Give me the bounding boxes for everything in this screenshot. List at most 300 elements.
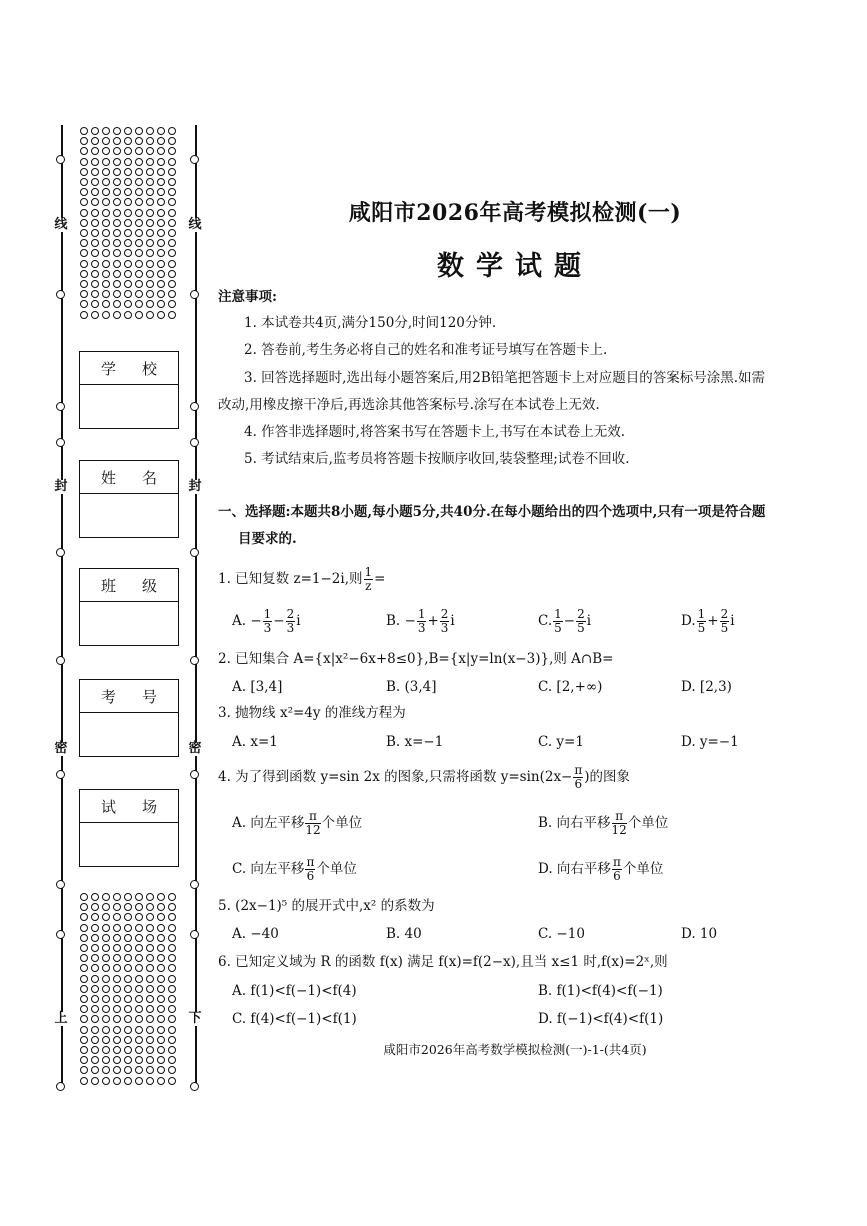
decor-dot xyxy=(124,924,132,932)
decor-dot xyxy=(102,1077,110,1085)
decor-dot xyxy=(157,995,165,1003)
decor-dot xyxy=(124,260,132,268)
decor-dot xyxy=(157,198,165,206)
class-field[interactable] xyxy=(79,568,179,646)
decor-dot xyxy=(157,137,165,145)
decor-dot xyxy=(91,270,99,278)
decor-dot xyxy=(168,280,176,288)
decor-dot xyxy=(135,924,143,932)
decor-dot xyxy=(113,300,121,308)
binding-ring xyxy=(190,880,199,889)
decor-dot xyxy=(91,1056,99,1064)
decor-dot xyxy=(135,954,143,962)
decor-dot xyxy=(80,300,88,308)
decor-dot xyxy=(168,1015,176,1023)
binding-ring xyxy=(190,155,199,164)
decor-dot xyxy=(80,1026,88,1034)
exam-number-field[interactable] xyxy=(79,679,179,757)
decor-dot xyxy=(146,1066,154,1074)
q3-option-c: C. y=1 xyxy=(538,734,584,750)
decor-dot xyxy=(146,985,154,993)
decor-dot xyxy=(113,975,121,983)
q4-stem: 4. 为了得到函数 y=sin 2x 的图象,只需将函数 y=sin(2x− $\frac{\pi}{6}$ )的图象 xyxy=(218,763,631,791)
decor-dot xyxy=(113,934,121,942)
decor-dot xyxy=(102,229,110,237)
decor-dot xyxy=(102,280,110,288)
decor-dot xyxy=(146,188,154,196)
decor-dot xyxy=(80,219,88,227)
decor-dot xyxy=(113,1036,121,1044)
decor-dot xyxy=(168,229,176,237)
decor-dot xyxy=(135,249,143,257)
decor-dot xyxy=(91,260,99,268)
decor-dot xyxy=(113,290,121,298)
decor-dot xyxy=(80,995,88,1003)
decor-dot xyxy=(168,178,176,186)
decor-dot xyxy=(146,239,154,247)
decor-dot xyxy=(102,995,110,1003)
decor-dot xyxy=(135,964,143,972)
decor-dot xyxy=(157,903,165,911)
decor-dot xyxy=(80,954,88,962)
decor-dot xyxy=(168,219,176,227)
decor-dot xyxy=(168,1056,176,1064)
decor-dot xyxy=(146,260,154,268)
decor-dot xyxy=(113,280,121,288)
exam-room-field[interactable] xyxy=(79,789,179,867)
decor-dot xyxy=(157,239,165,247)
decor-dot xyxy=(80,270,88,278)
decor-dot xyxy=(80,178,88,186)
decor-dot xyxy=(157,1046,165,1054)
decor-dot xyxy=(91,1036,99,1044)
decor-dot xyxy=(113,209,121,217)
q4-option-c: C. 向左平移 $\frac{\pi}{6}$ 个单位 xyxy=(232,855,357,883)
page-footer: 咸阳市2026年高考数学模拟检测(一)-1-(共4页) xyxy=(383,1042,647,1057)
right-binding-line xyxy=(195,125,197,1085)
note-3b: 改动,用橡皮擦干净后,再选涂其他答案标号.涂写在本试卷上无效. xyxy=(218,397,600,413)
decor-dot xyxy=(80,290,88,298)
decor-dot xyxy=(146,1036,154,1044)
decor-dot xyxy=(102,1005,110,1013)
decor-dot xyxy=(146,934,154,942)
decor-dot xyxy=(124,229,132,237)
q6-stem: 6. 已知定义域为 R 的函数 f(x) 满足 f(x)=f(2−x),且当 x≤1 时,f(x)=2ˣ,则 xyxy=(218,954,668,970)
decor-dot xyxy=(168,239,176,247)
decor-dot xyxy=(135,903,143,911)
decor-dot xyxy=(135,995,143,1003)
decor-dot xyxy=(135,913,143,921)
decor-dot xyxy=(135,198,143,206)
binding-ring xyxy=(190,290,199,299)
school-field[interactable] xyxy=(79,351,179,429)
decor-dot xyxy=(80,893,88,901)
binding-ring xyxy=(56,290,65,299)
binding-ring xyxy=(190,438,199,447)
decor-dot xyxy=(91,893,99,901)
decor-dot xyxy=(135,985,143,993)
decor-dot xyxy=(124,893,132,901)
left-binding-line xyxy=(61,125,63,1085)
decor-dot xyxy=(102,1015,110,1023)
field-label-part: 场 xyxy=(141,797,157,816)
decor-dot xyxy=(102,168,110,176)
decor-dot xyxy=(113,127,121,135)
binding-word-left-2: 封 xyxy=(54,479,68,494)
decor-dot xyxy=(113,893,121,901)
decor-dot xyxy=(80,964,88,972)
q1-stem: 1. 已知复数 z=1−2i,则 $\frac{1}{z}$ = xyxy=(218,565,386,593)
decor-dot xyxy=(91,975,99,983)
decor-dot xyxy=(168,893,176,901)
decor-dot xyxy=(168,147,176,155)
q4-option-b: B. 向右平移 $\frac{\pi}{12}$ 个单位 xyxy=(538,809,669,837)
decor-dot xyxy=(113,1056,121,1064)
decor-dot xyxy=(146,964,154,972)
decor-dot xyxy=(135,270,143,278)
decor-dot xyxy=(135,1015,143,1023)
decor-dot xyxy=(80,147,88,155)
decor-dot xyxy=(113,954,121,962)
decor-dot xyxy=(157,270,165,278)
decor-dot xyxy=(91,1046,99,1054)
decor-dot xyxy=(146,1026,154,1034)
decor-dot xyxy=(135,229,143,237)
decor-dot xyxy=(135,158,143,166)
binding-ring xyxy=(56,656,65,665)
decor-dot xyxy=(80,944,88,952)
decor-dot xyxy=(124,1026,132,1034)
decor-dot xyxy=(91,300,99,308)
decor-dot xyxy=(157,944,165,952)
decor-dot xyxy=(168,290,176,298)
decor-dot xyxy=(113,1015,121,1023)
binding-ring xyxy=(190,548,199,557)
decor-dot xyxy=(113,903,121,911)
exam-title: 咸阳市2026年高考模拟检测(一) xyxy=(348,200,682,226)
class-label: 班 xyxy=(100,576,116,595)
decor-dot xyxy=(157,1036,165,1044)
binding-word-right-3: 密 xyxy=(188,741,202,756)
decor-dot xyxy=(91,188,99,196)
decor-dot xyxy=(80,198,88,206)
decor-dot xyxy=(146,1005,154,1013)
decor-dot xyxy=(124,239,132,247)
decor-dot xyxy=(113,1046,121,1054)
decor-dot xyxy=(124,975,132,983)
decor-dot xyxy=(135,127,143,135)
decor-dot xyxy=(80,158,88,166)
decor-dot xyxy=(80,903,88,911)
decor-dot xyxy=(124,1005,132,1013)
field-label-part: 校 xyxy=(141,359,157,378)
q2-option-a: A. [3,4] xyxy=(232,679,283,695)
decor-dot xyxy=(157,975,165,983)
decor-dot xyxy=(157,147,165,155)
decor-dot xyxy=(146,280,154,288)
decor-dot xyxy=(91,229,99,237)
decor-dot xyxy=(157,311,165,319)
decor-dot xyxy=(80,229,88,237)
decor-dot xyxy=(124,158,132,166)
decor-dot xyxy=(135,209,143,217)
q3-option-a: A. x=1 xyxy=(232,734,278,750)
decor-dot xyxy=(135,1046,143,1054)
decor-dot xyxy=(124,1077,132,1085)
decor-dot xyxy=(157,1015,165,1023)
decor-dot xyxy=(135,1005,143,1013)
decor-dot xyxy=(168,260,176,268)
decor-dot xyxy=(168,300,176,308)
decor-dot xyxy=(102,893,110,901)
q5-option-a: A. −40 xyxy=(232,926,279,942)
decor-dot xyxy=(168,249,176,257)
decor-dot xyxy=(91,934,99,942)
decor-dot xyxy=(113,260,121,268)
decor-dot xyxy=(146,209,154,217)
decor-dot xyxy=(91,280,99,288)
decor-dot xyxy=(168,209,176,217)
binding-word-right-4: 下 xyxy=(188,1011,202,1026)
decor-dot xyxy=(102,924,110,932)
binding-ring xyxy=(56,548,65,557)
decor-dot xyxy=(113,168,121,176)
decor-dot xyxy=(91,995,99,1003)
decor-dot xyxy=(146,270,154,278)
binding-word-left-1: 线 xyxy=(54,217,68,232)
decor-dot xyxy=(91,985,99,993)
decor-dot xyxy=(135,188,143,196)
decor-dot xyxy=(146,290,154,298)
q6-option-b: B. f(1)<f(4)<f(−1) xyxy=(538,983,663,999)
decor-dot xyxy=(157,954,165,962)
decor-dot xyxy=(135,934,143,942)
decor-dot xyxy=(168,903,176,911)
q3-option-b: B. x=−1 xyxy=(386,734,444,750)
q4-option-d: D. 向右平移 $\frac{\pi}{6}$ 个单位 xyxy=(538,855,664,883)
decor-dot xyxy=(168,975,176,983)
decor-dot xyxy=(91,954,99,962)
decor-dot xyxy=(124,995,132,1003)
decor-dot xyxy=(91,944,99,952)
decor-dot xyxy=(102,311,110,319)
decor-dot xyxy=(80,1056,88,1064)
decor-dot xyxy=(113,1077,121,1085)
q5-option-b: B. 40 xyxy=(386,926,422,942)
decor-dot xyxy=(135,260,143,268)
subject-title: 数学试题 xyxy=(437,251,593,282)
decor-dot xyxy=(80,280,88,288)
decor-dot xyxy=(102,1036,110,1044)
decor-dot xyxy=(102,249,110,257)
binding-word-right-1: 线 xyxy=(188,217,202,232)
decor-dot xyxy=(102,1046,110,1054)
decor-dot xyxy=(135,1056,143,1064)
q5-option-d: D. 10 xyxy=(681,926,718,942)
q3-stem: 3. 抛物线 x²=4y 的准线方程为 xyxy=(218,705,406,721)
decor-dot xyxy=(168,995,176,1003)
note-5: 5. 考试结束后,监考员将答题卡按顺序收回,装袋整理;试卷不回收. xyxy=(244,451,630,467)
decor-dot xyxy=(102,198,110,206)
decor-dot xyxy=(135,239,143,247)
decor-dot xyxy=(168,913,176,921)
decor-dot xyxy=(91,239,99,247)
decor-dot xyxy=(146,954,154,962)
q2-option-b: B. (3,4] xyxy=(386,679,437,695)
decor-dot xyxy=(146,1046,154,1054)
decor-dot xyxy=(80,127,88,135)
binding-word-left-3: 密 xyxy=(54,741,68,756)
q1-option-d: D. $\frac{1}{5}$ + $\frac{2}{5}$ i xyxy=(681,607,735,635)
decor-dot xyxy=(80,934,88,942)
decor-dot xyxy=(146,168,154,176)
decor-dot xyxy=(135,975,143,983)
exam-room-label: 试 xyxy=(100,797,116,816)
decor-dot xyxy=(113,964,121,972)
decor-dot xyxy=(135,280,143,288)
decor-dot xyxy=(80,188,88,196)
decor-dot xyxy=(124,147,132,155)
decor-dot xyxy=(113,944,121,952)
decor-dot xyxy=(168,924,176,932)
decor-dot xyxy=(124,954,132,962)
decor-dot xyxy=(146,893,154,901)
decor-dot xyxy=(157,934,165,942)
decor-dot xyxy=(135,1036,143,1044)
decor-dot xyxy=(124,290,132,298)
decor-dot xyxy=(102,127,110,135)
decor-dot xyxy=(168,158,176,166)
decor-dot xyxy=(102,178,110,186)
decor-dot xyxy=(113,311,121,319)
decor-dot xyxy=(80,1046,88,1054)
decor-dot xyxy=(157,158,165,166)
decor-dot xyxy=(113,1026,121,1034)
decor-dot xyxy=(113,239,121,247)
decor-dot xyxy=(146,975,154,983)
decor-dot xyxy=(102,964,110,972)
decor-dot xyxy=(146,229,154,237)
decor-dot xyxy=(102,954,110,962)
decor-dot xyxy=(168,270,176,278)
decor-dot xyxy=(124,1015,132,1023)
decor-dot xyxy=(102,137,110,145)
decor-dot xyxy=(80,168,88,176)
decor-dot xyxy=(113,198,121,206)
decor-dot xyxy=(102,260,110,268)
decor-dot xyxy=(113,270,121,278)
note-1: 1. 本试卷共4页,满分150分,时间120分钟. xyxy=(244,315,497,331)
decor-dot xyxy=(135,893,143,901)
binding-ring xyxy=(56,930,65,939)
decor-dot xyxy=(135,290,143,298)
decor-dot xyxy=(124,1046,132,1054)
decor-dot xyxy=(91,249,99,257)
decor-dot xyxy=(102,1066,110,1074)
q5-stem: 5. (2x−1)⁵ 的展开式中,x² 的系数为 xyxy=(218,898,435,914)
decor-dot xyxy=(113,158,121,166)
decor-dot xyxy=(102,290,110,298)
binding-ring xyxy=(190,656,199,665)
decor-dot xyxy=(91,1026,99,1034)
decor-dot xyxy=(146,147,154,155)
decor-dot xyxy=(80,985,88,993)
decor-dot xyxy=(157,893,165,901)
decor-dot xyxy=(91,127,99,135)
note-3a: 3. 回答选择题时,选出每小题答案后,用2B铅笔把答题卡上对应题目的答案标号涂黑.如需 xyxy=(244,370,766,386)
binding-word-right-2: 封 xyxy=(188,479,202,494)
decor-dot xyxy=(157,168,165,176)
decor-dot xyxy=(157,290,165,298)
decor-dot xyxy=(168,137,176,145)
decor-dot xyxy=(91,1066,99,1074)
q1-option-c: C. $\frac{1}{5}$ − $\frac{2}{5}$ i xyxy=(538,607,592,635)
decor-dot xyxy=(91,1005,99,1013)
decor-dot xyxy=(80,1015,88,1023)
decor-dot xyxy=(168,1066,176,1074)
decor-dot xyxy=(157,219,165,227)
decor-dot xyxy=(157,229,165,237)
decor-dot xyxy=(146,1077,154,1085)
decor-dot xyxy=(113,249,121,257)
decor-dot xyxy=(157,280,165,288)
decor-dot xyxy=(157,209,165,217)
decor-dot xyxy=(113,913,121,921)
decor-dot xyxy=(168,311,176,319)
decor-dot xyxy=(80,975,88,983)
decor-dot xyxy=(146,137,154,145)
decor-dot xyxy=(113,1066,121,1074)
decor-dot xyxy=(135,1066,143,1074)
decor-dot xyxy=(135,137,143,145)
decor-dot xyxy=(80,209,88,217)
decor-dot xyxy=(91,924,99,932)
decor-dot xyxy=(146,198,154,206)
decor-dot xyxy=(157,127,165,135)
decor-dot xyxy=(135,219,143,227)
decor-dot xyxy=(124,300,132,308)
name-field[interactable] xyxy=(79,460,179,538)
decor-dot xyxy=(135,1077,143,1085)
decor-dot xyxy=(135,1026,143,1034)
decor-dot xyxy=(146,1056,154,1064)
decor-dot xyxy=(157,1066,165,1074)
decor-dot xyxy=(80,260,88,268)
decor-dot xyxy=(124,198,132,206)
decor-dot xyxy=(102,219,110,227)
decor-dot xyxy=(102,147,110,155)
decor-dot xyxy=(135,168,143,176)
decor-dot xyxy=(113,229,121,237)
decor-dot xyxy=(91,964,99,972)
decor-dot xyxy=(102,158,110,166)
decor-dot xyxy=(102,1056,110,1064)
decor-dot xyxy=(91,913,99,921)
decor-dot xyxy=(91,147,99,155)
decor-dot xyxy=(146,127,154,135)
decor-dot xyxy=(157,188,165,196)
binding-ring xyxy=(56,1082,65,1091)
decor-dot xyxy=(80,1036,88,1044)
decor-dot xyxy=(113,188,121,196)
decor-dot xyxy=(168,1046,176,1054)
decor-dot xyxy=(124,913,132,921)
decor-dot xyxy=(91,311,99,319)
decor-dot xyxy=(102,913,110,921)
decor-dot xyxy=(135,944,143,952)
decor-dot xyxy=(113,985,121,993)
decor-dot xyxy=(102,270,110,278)
